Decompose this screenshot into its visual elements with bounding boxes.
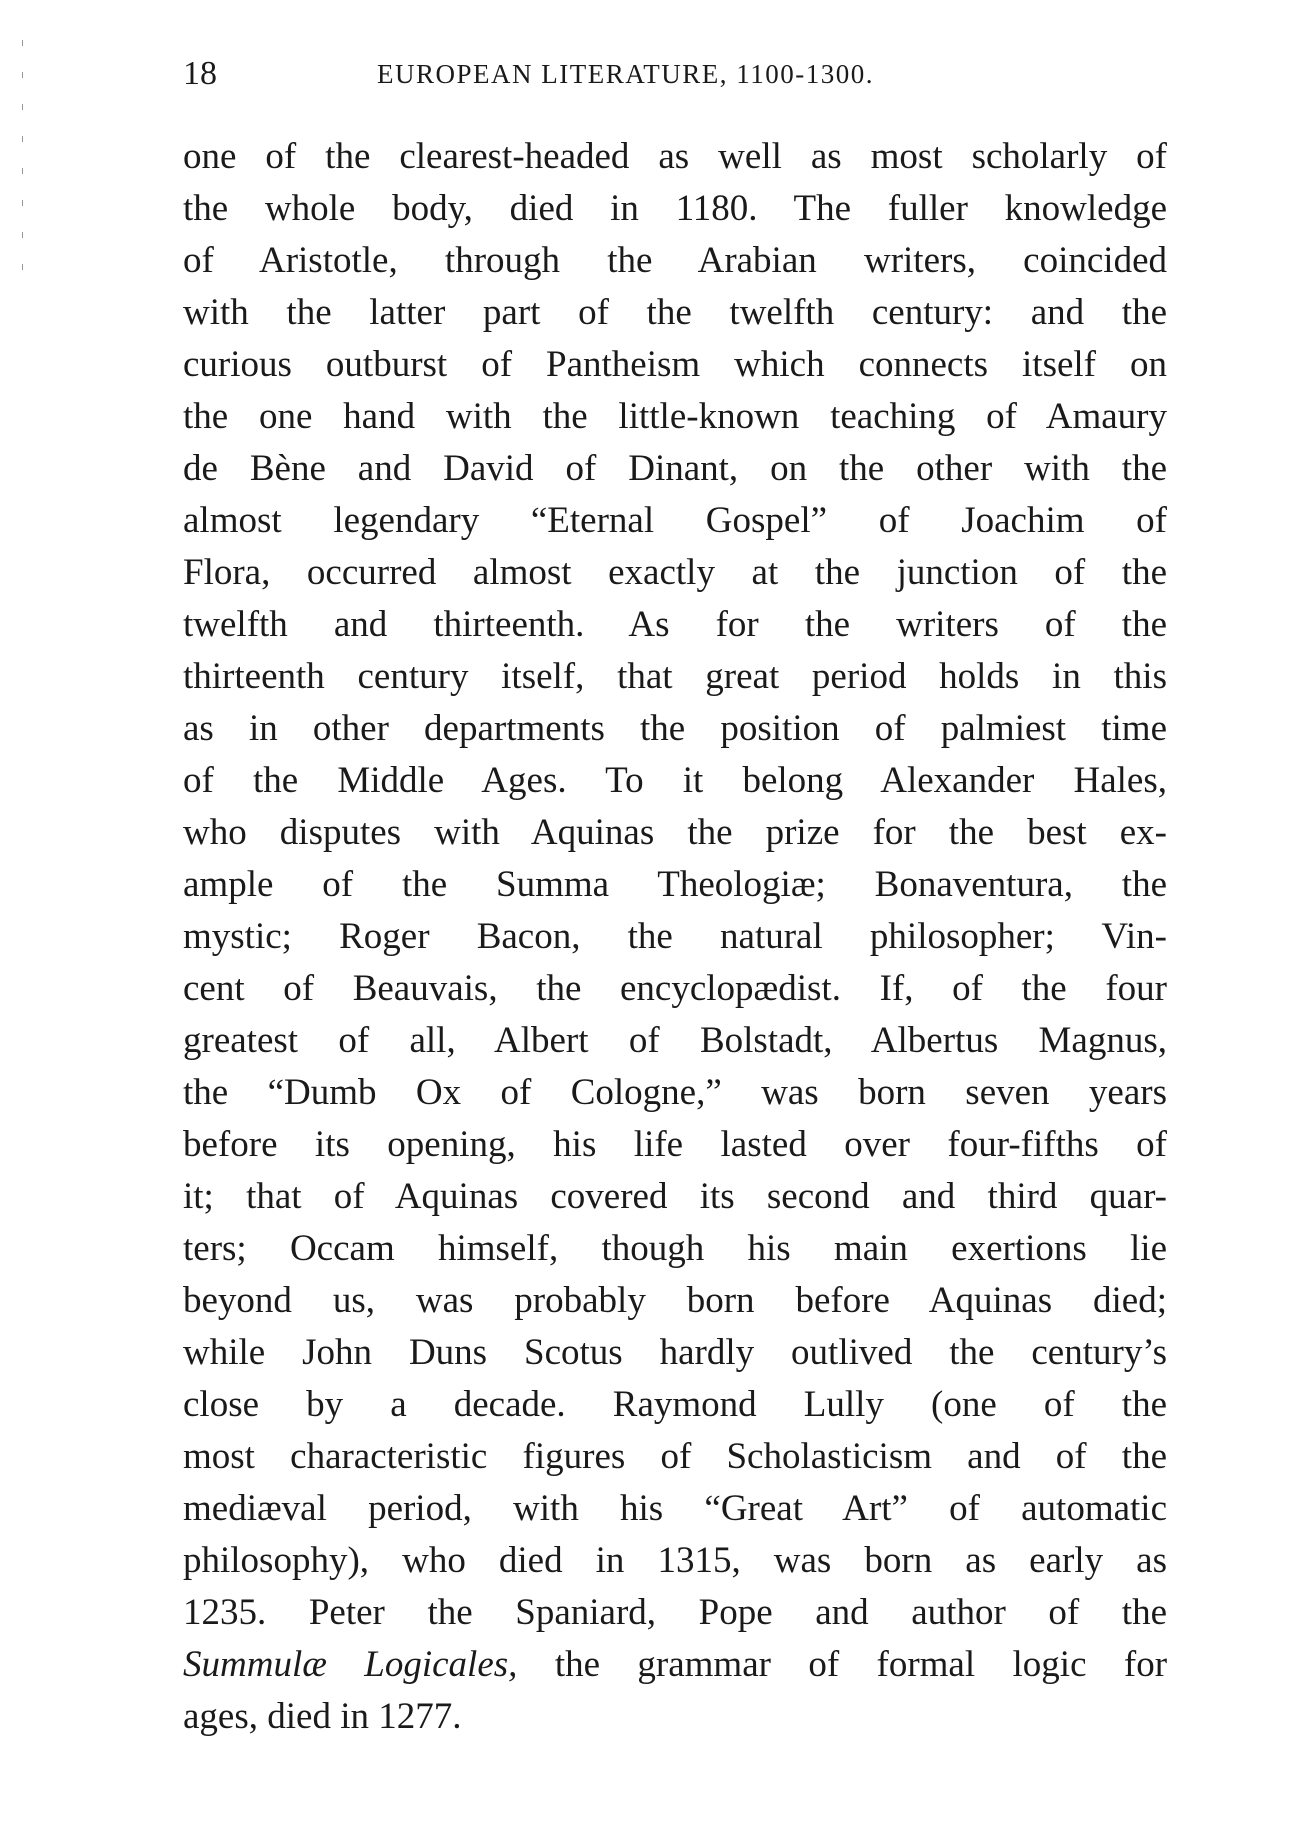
body-text <box>183 131 1167 1743</box>
text-line-last: ages, died in 1277. <box>183 1696 462 1737</box>
text-line: ample of the Summa Theologiæ; Bonaventura, the <box>183 864 1167 905</box>
text-line: cent of Beauvais, the encyclopædist. If, of the four <box>183 968 1167 1009</box>
page-header <box>183 55 1167 99</box>
italic-title: Summulæ Logicales, <box>183 1644 518 1685</box>
text-line: philosophy), who died in 1315, was born as early as <box>183 1540 1167 1581</box>
text-segment: the grammar of formal logic for <box>554 1644 1168 1685</box>
text-line: it; that of Aquinas covered its second and third quar- <box>183 1176 1167 1217</box>
text-line: the “Dumb Ox of Cologne,” was born seven years <box>183 1072 1167 1113</box>
text-line: mediæval period, with his “Great Art” of automatic <box>183 1488 1167 1529</box>
text-line: while John Duns Scotus hardly outlived the century’s <box>183 1332 1167 1373</box>
text-line: before its opening, his life lasted over four-fifths of <box>183 1124 1167 1165</box>
text-line: 1235. Peter the Spaniard, Pope and author of the <box>183 1592 1167 1633</box>
text-line: of Aristotle, through the Arabian writers, coincided <box>183 240 1167 281</box>
text-line: one of the clearest-headed as well as most scholarly of <box>183 136 1167 177</box>
text-line: mystic; Roger Bacon, the natural philosopher; Vin- <box>183 916 1167 957</box>
text-line: de Bène and David of Dinant, on the other with the <box>183 448 1167 489</box>
text-line: who disputes with Aquinas the prize for the best ex- <box>183 812 1167 853</box>
text-line: the whole body, died in 1180. The fuller knowledge <box>183 188 1167 229</box>
text-line: beyond us, was probably born before Aquinas died; <box>183 1280 1167 1321</box>
text-line: of the Middle Ages. To it belong Alexander Hales, <box>183 760 1167 801</box>
text-line: greatest of all, Albert of Bolstadt, Albertus Magnus, <box>183 1020 1167 1061</box>
page-number: 18 <box>183 55 217 92</box>
text-line: Flora, occurred almost exactly at the junction of the <box>183 552 1167 593</box>
text-line: most characteristic figures of Scholasticism and of the <box>183 1436 1167 1477</box>
scan-margin-marks <box>22 40 24 296</box>
text-line: curious outburst of Pantheism which connects itself on <box>183 344 1167 385</box>
text-line: ters; Occam himself, though his main exertions lie <box>183 1228 1167 1269</box>
text-line: thirteenth century itself, that great period holds in this <box>183 656 1167 697</box>
text-line: the one hand with the little-known teaching of Amaury <box>183 396 1167 437</box>
text-line: close by a decade. Raymond Lully (one of the <box>183 1384 1167 1425</box>
running-title: EUROPEAN LITERATURE, 1100-1300. <box>377 59 874 89</box>
text-line <box>183 1639 1167 1691</box>
text-line: as in other departments the position of palmiest time <box>183 708 1167 749</box>
text-line: with the latter part of the twelfth century: and the <box>183 292 1167 333</box>
text-line: almost legendary “Eternal Gospel” of Joachim of <box>183 500 1167 541</box>
text-line: twelfth and thirteenth. As for the writers of the <box>183 604 1167 645</box>
